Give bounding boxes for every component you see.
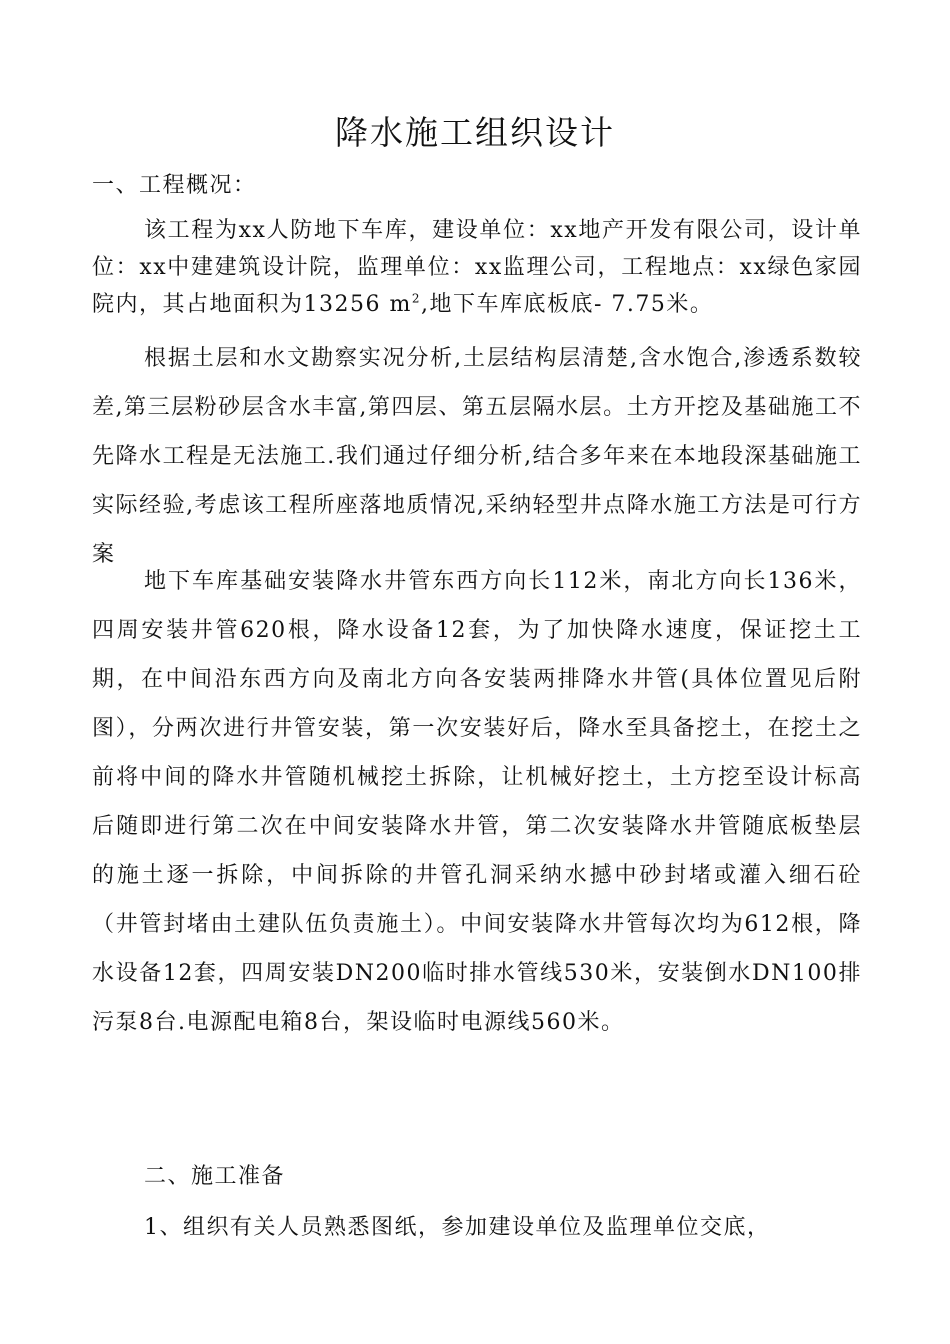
paragraph-project-info-tail: ,地下车库底板底- 7.75米。 bbox=[420, 292, 714, 317]
document-title: 降水施工组织设计 bbox=[335, 113, 615, 152]
paragraph-project-info-text: 该工程为xx人防地下车库，建设单位：xx地产开发有限公司，设计单位：xx中建建筑设计院，监理单位：xx监理公司，工程地点：xx绿色家园院内，其占地面积为13256 m bbox=[92, 218, 862, 317]
paragraph-geology-analysis: 根据土层和水文勘察实况分析,土层结构层清楚,含水饱合,渗透系数较差,第三层粉砂层含水丰富,第四层、第五层隔水层。土方开挖及基础施工不先降水工程是无法施工.我们通过仔细分析,结合多年来在本地段深基础施工实际经验,考虑该工程所座落地质情况,采纳轻型井点降水施工方法是可行方案 bbox=[92, 346, 862, 567]
paragraph-preparation-item-1: 1、组织有关人员熟悉图纸，参加建设单位及监理单位交底， bbox=[144, 1215, 771, 1240]
area-unit-superscript: 2 bbox=[411, 291, 421, 306]
paragraph-well-installation: 地下车库基础安装降水井管东西方向长112米，南北方向长136米，四周安装井管620根，降水设备12套，为了加快降水速度，保证挖土工期，在中间沿东西方向及南北方向各安装两排降水井管(具体位置见后附图），分两次进行井管安装，第一次安装好后，降水至具备挖土，在挖土之前将中间的降水井管随机械挖土拆除，让机械好挖土，土方挖至设计标高后随即进行第二次在中间安装降水井管，第二次安装降水井管随底板垫层的施土逐一拆除，中间拆除的井管孔洞采纳水撼中砂封堵或灌入细石砼（井管封堵由土建队伍负责施土）。中间安装降水井管每次均为612根，降水设备12套，四周安装DN200临时排水管线530米，安装倒水DN100排污泵8台.电源配电箱8台，架设临时电源线560米。 bbox=[92, 569, 863, 1035]
section-heading-overview: 一、工程概况： bbox=[92, 173, 257, 198]
paragraph-project-info bbox=[92, 212, 862, 323]
section-heading-preparation: 二、施工准备 bbox=[144, 1164, 286, 1189]
